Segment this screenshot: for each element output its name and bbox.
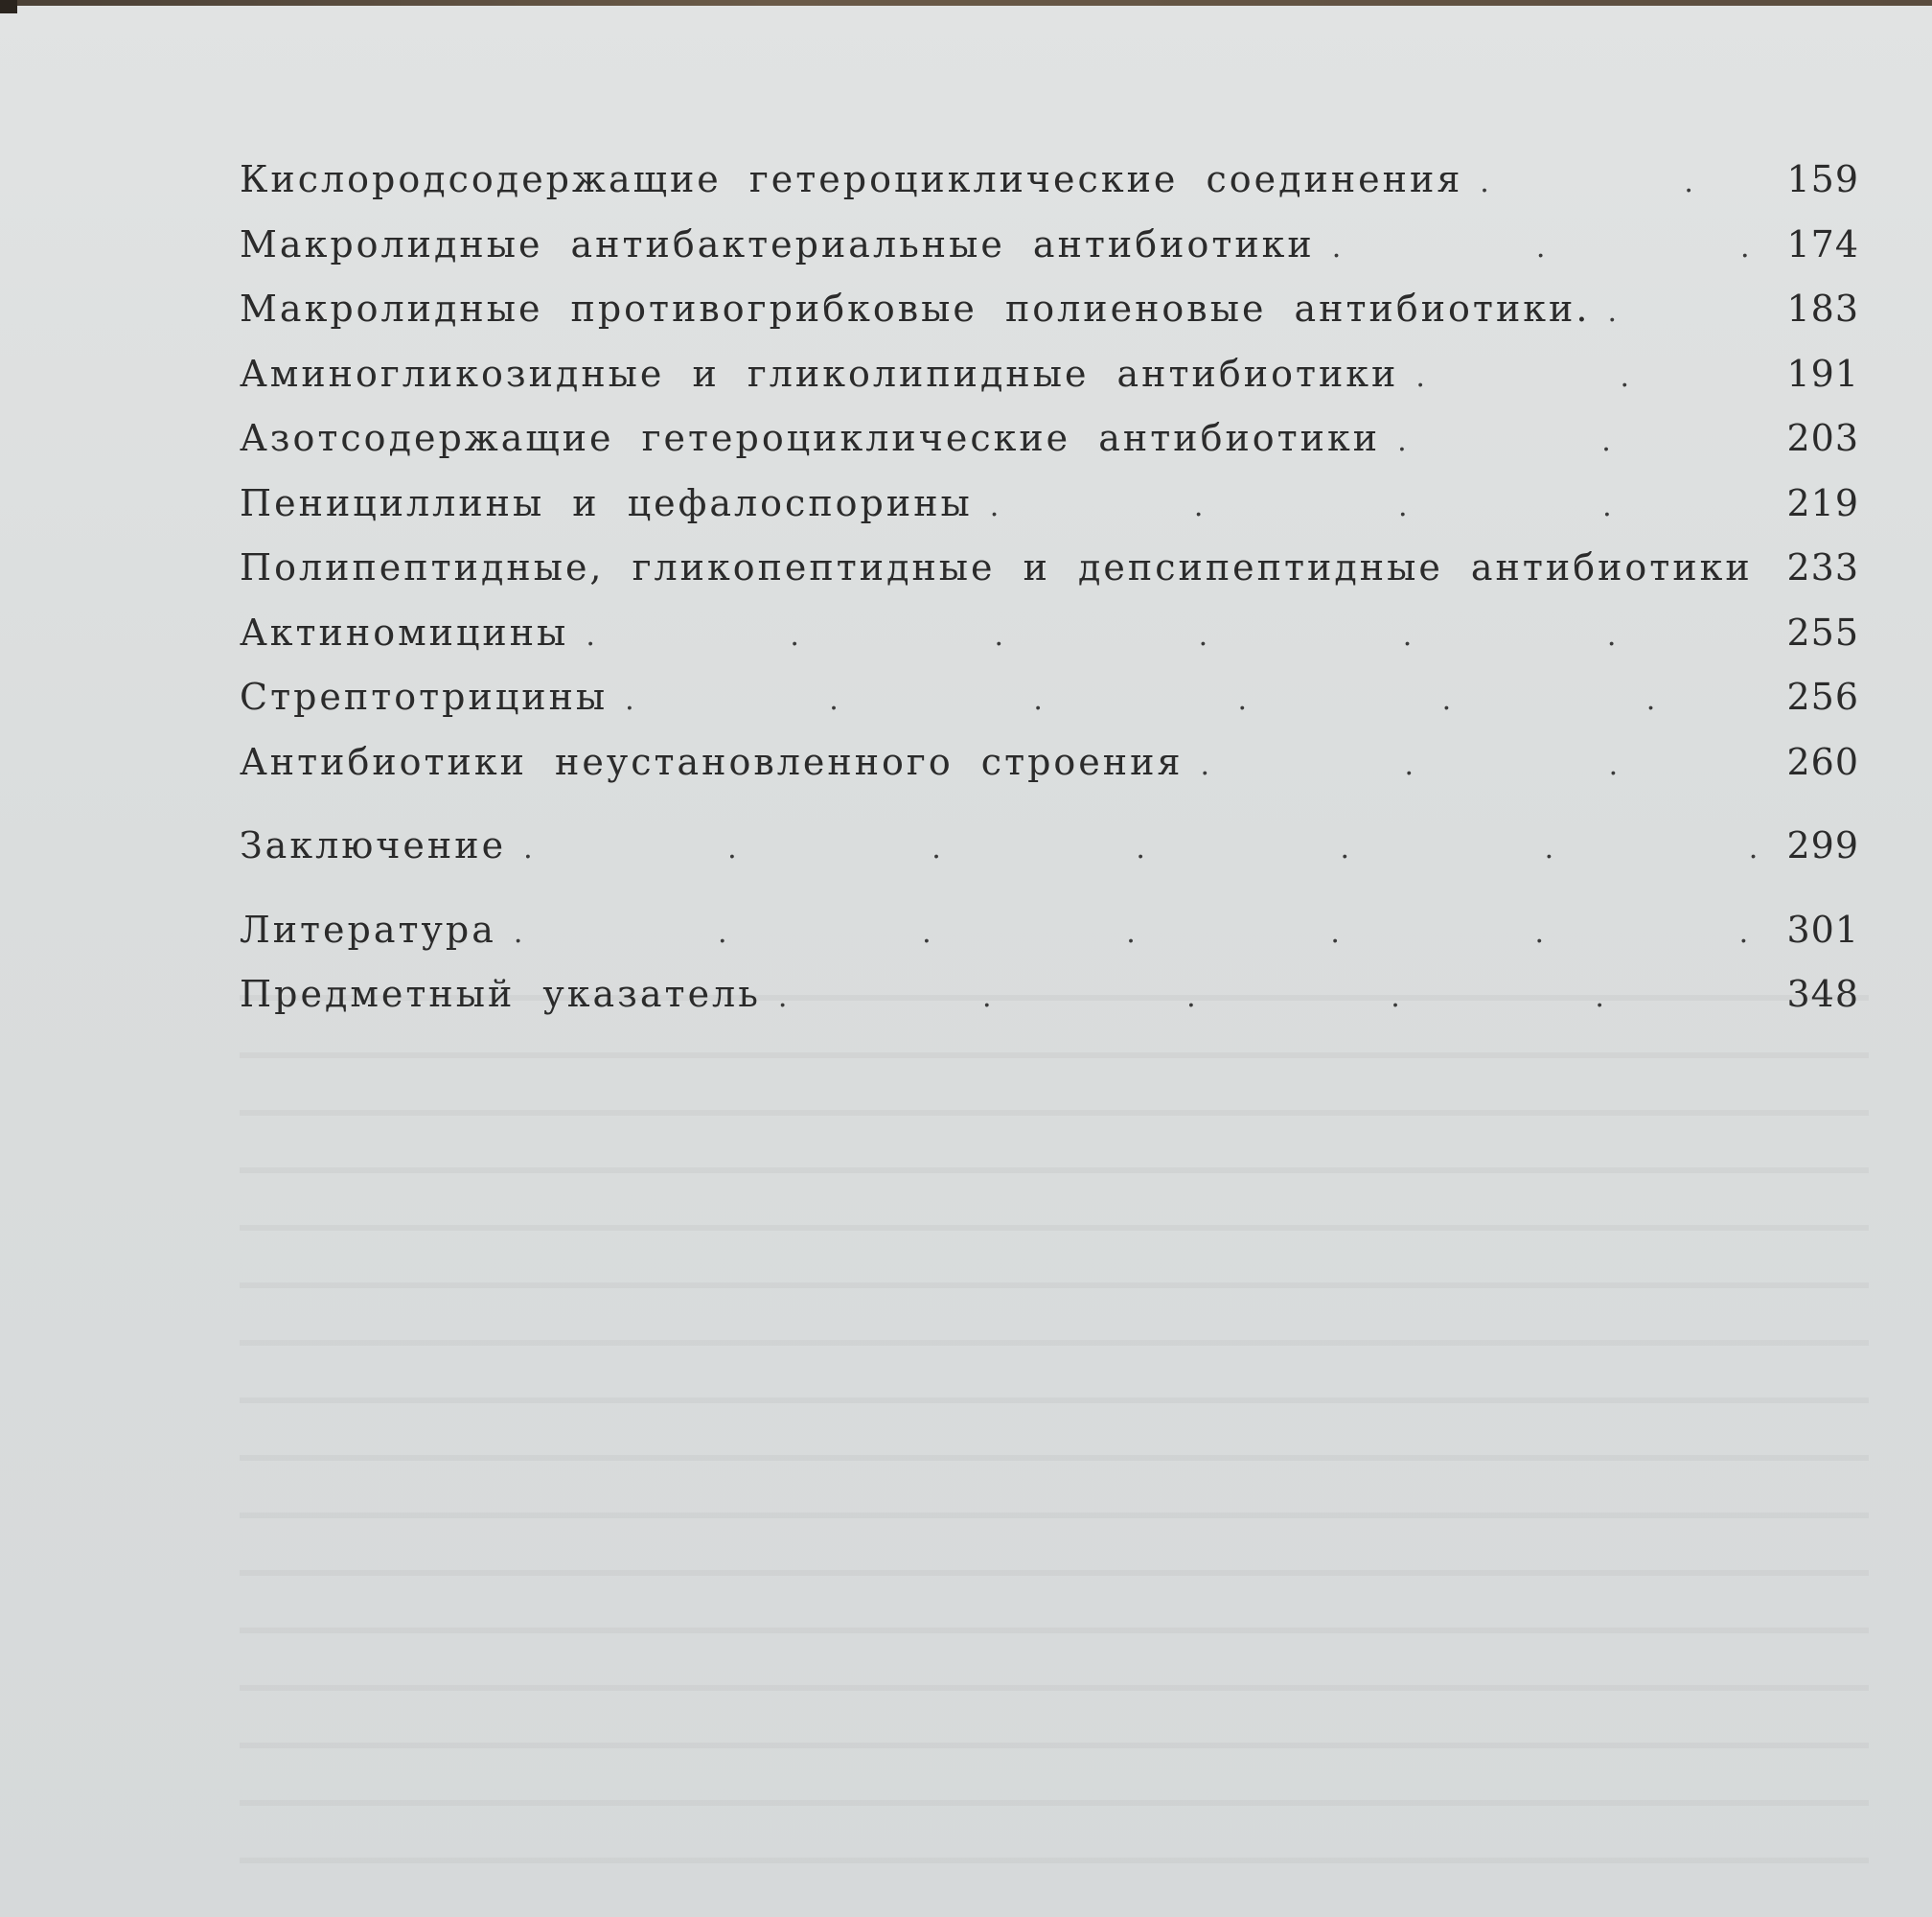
toc-entry bbox=[240, 353, 1859, 418]
page-corner-mark bbox=[0, 0, 17, 13]
toc-entry bbox=[240, 288, 1859, 353]
toc-dot-leader bbox=[625, 676, 1760, 718]
toc-entry-page: 256 bbox=[1786, 676, 1859, 718]
toc-entry bbox=[240, 223, 1859, 289]
toc-entry bbox=[240, 973, 1859, 1038]
toc-entry-title: Кислородсодержащие гетероциклические соединения bbox=[240, 158, 1463, 200]
toc-dot-leader bbox=[990, 482, 1760, 524]
toc-entry-page: 255 bbox=[1786, 611, 1859, 654]
toc-entry-title: Литература bbox=[240, 908, 496, 951]
toc-dot-leader bbox=[778, 973, 1760, 1015]
toc-entry-title: Пенициллины и цефалоспорины bbox=[240, 481, 973, 524]
toc-entry bbox=[240, 482, 1859, 547]
toc-entry-title: Предметный указатель bbox=[240, 973, 761, 1015]
page-top-edge bbox=[0, 0, 1932, 6]
toc-entry-page: 219 bbox=[1786, 481, 1859, 524]
toc-entry-page: 174 bbox=[1786, 222, 1859, 266]
toc-entry-page: 183 bbox=[1786, 288, 1859, 330]
toc-entry-page: 203 bbox=[1786, 417, 1859, 459]
toc-entry bbox=[240, 824, 1859, 889]
toc-entry-page: 348 bbox=[1786, 973, 1859, 1015]
toc-dot-leader bbox=[514, 909, 1760, 951]
toc-entry-page: 191 bbox=[1786, 352, 1859, 395]
toc-dot-leader bbox=[1415, 353, 1760, 395]
toc-entry bbox=[240, 676, 1859, 741]
toc-entry-title: Аминогликозидные и гликолипидные антибиотики bbox=[240, 352, 1399, 395]
toc-entry-page: 299 bbox=[1786, 824, 1859, 866]
toc-entry-title: Азотсодержащие гетероциклические антибиотики bbox=[240, 417, 1381, 459]
toc-entry-title: Стрептотрицины bbox=[240, 676, 609, 718]
toc-entry bbox=[240, 741, 1859, 806]
toc-entry-title: Заключение bbox=[240, 824, 507, 866]
toc-dot-leader bbox=[1397, 417, 1760, 459]
toc-entry-title: Макролидные антибактериальные антибиотики bbox=[240, 222, 1315, 266]
toc-entry-page: 301 bbox=[1786, 908, 1859, 951]
toc-dot-leader bbox=[586, 612, 1760, 654]
show-through-text bbox=[240, 958, 1869, 1879]
toc-entry bbox=[240, 612, 1859, 677]
toc-dot-leader bbox=[1332, 223, 1760, 266]
toc-entry-title: Актиномицины bbox=[240, 611, 569, 654]
toc-entry-title: Полипептидные, гликопептидные и депсипептидные антибиотики bbox=[240, 546, 1753, 589]
toc-entry-title: Антибиотики неустановленного строения bbox=[240, 740, 1184, 783]
toc-dot-leader bbox=[1200, 741, 1760, 783]
toc-entry bbox=[240, 546, 1859, 612]
toc-entry-title: Макролидные противогрибковые полиеновые антибиотики. bbox=[240, 288, 1591, 330]
toc-dot-leader bbox=[523, 824, 1760, 866]
toc-entry-page: 233 bbox=[1786, 546, 1859, 589]
toc-entry-page: 159 bbox=[1786, 158, 1859, 200]
toc-entry bbox=[240, 417, 1859, 482]
toc-dot-leader bbox=[1607, 288, 1760, 330]
toc-entry bbox=[240, 909, 1859, 974]
toc-entry-page: 260 bbox=[1786, 740, 1859, 783]
table-of-contents bbox=[240, 158, 1859, 1038]
toc-entry bbox=[240, 158, 1859, 223]
toc-dot-leader bbox=[1480, 158, 1760, 200]
